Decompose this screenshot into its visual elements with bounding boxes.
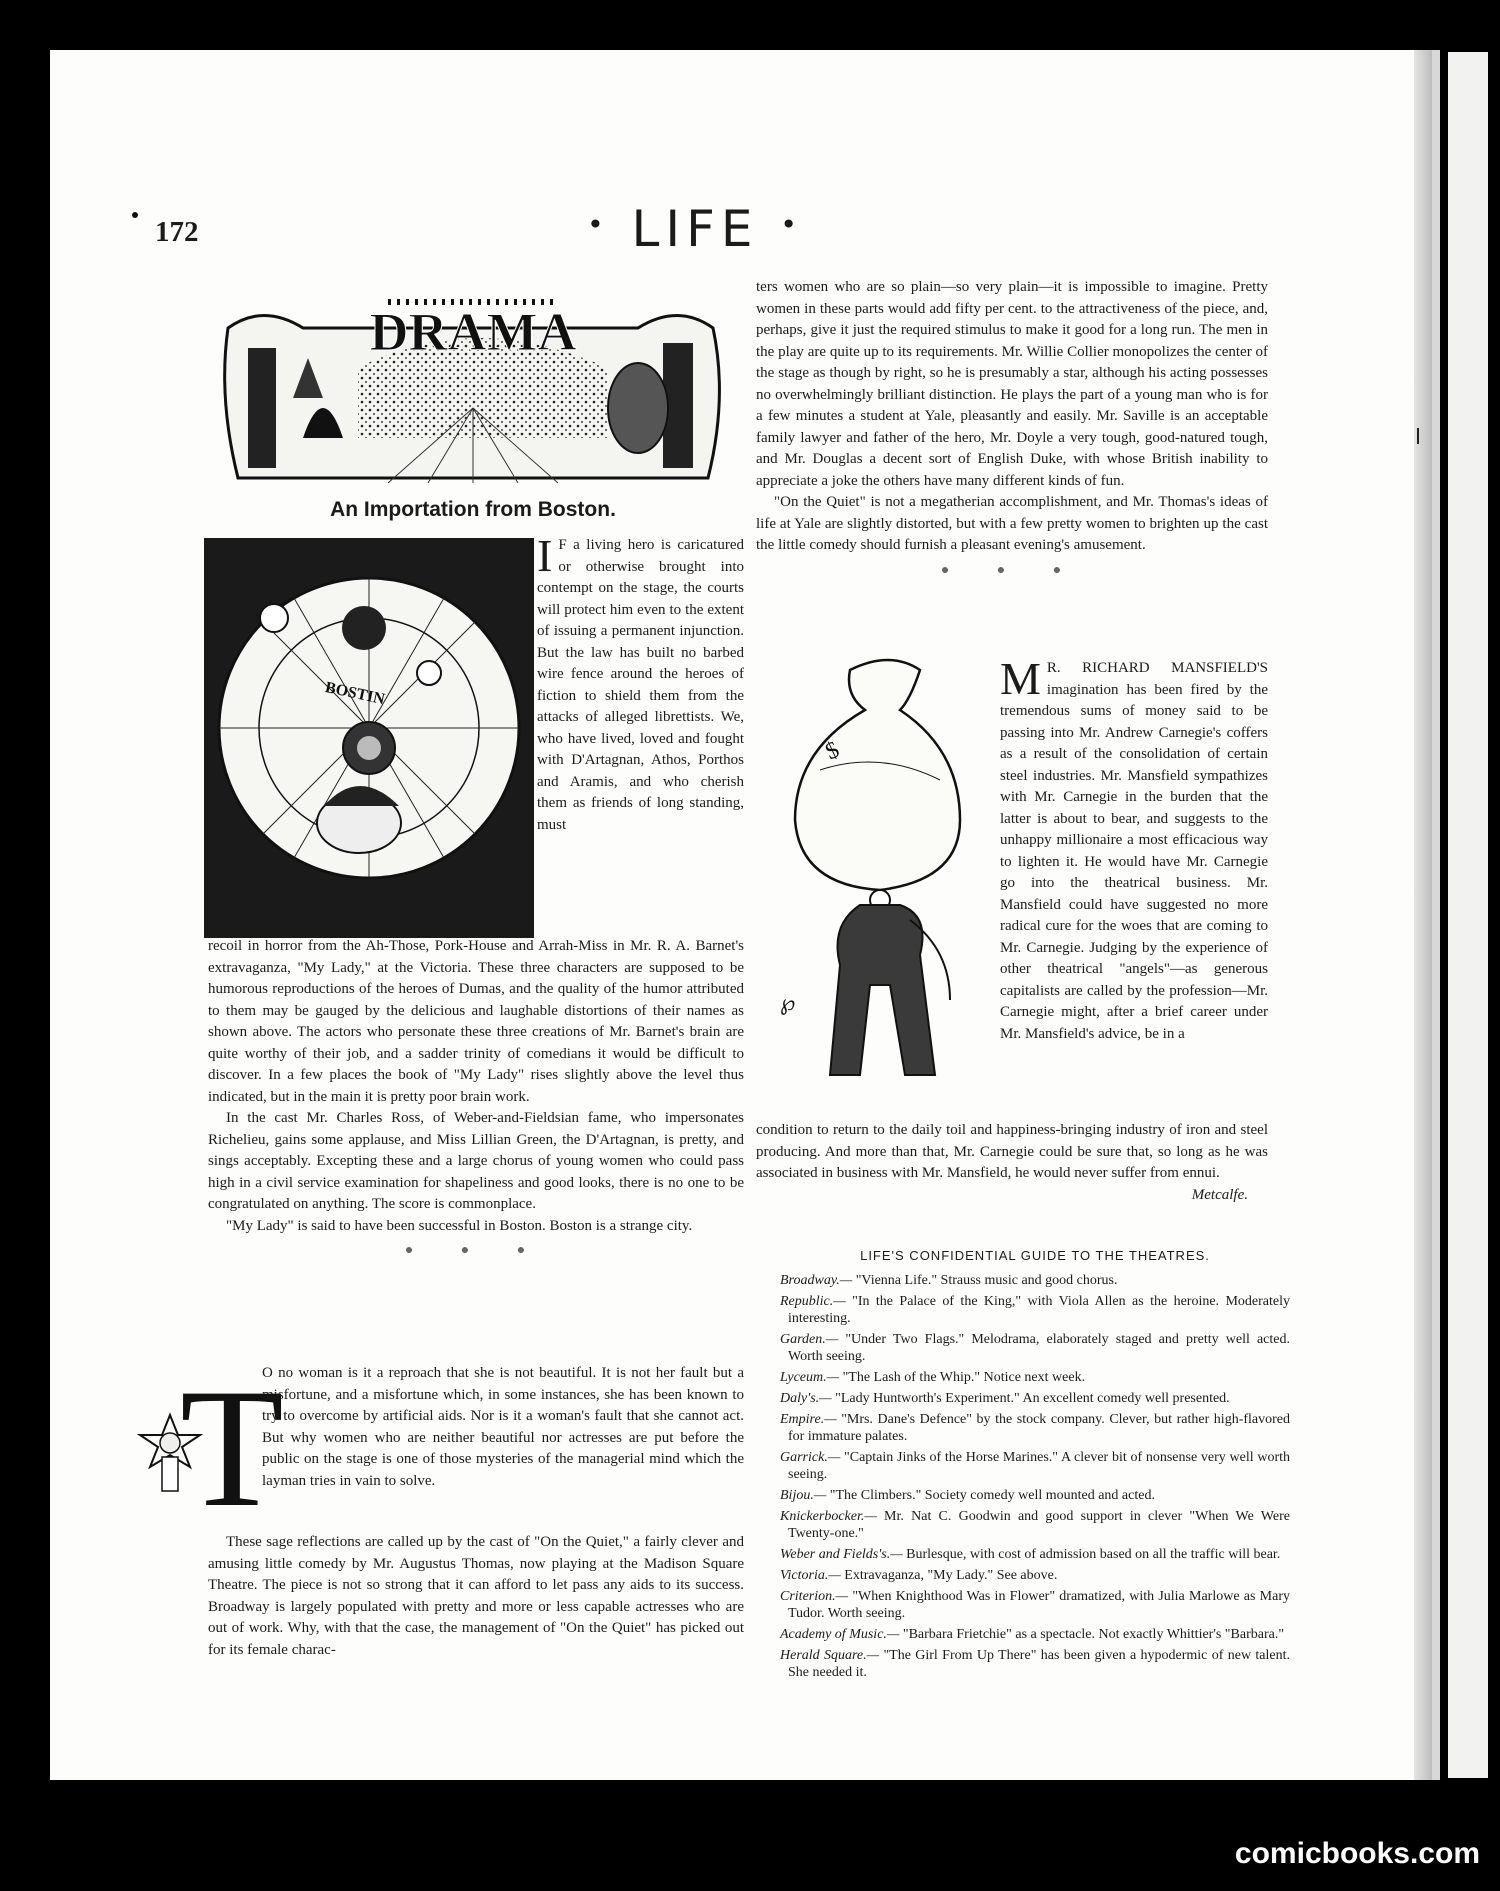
next-page-sliver [1448, 52, 1488, 1778]
article-boston-intro [537, 530, 744, 836]
svg-text:$: $ [821, 736, 844, 766]
theatre-venue: Empire.— [780, 1412, 837, 1427]
drop-cap-t: T [180, 1354, 284, 1542]
theatre-venue: Knickerbocker.— [780, 1509, 877, 1524]
drama-banner-word: DRAMA [369, 302, 577, 362]
theatre-review: "When Knighthood Was in Flower" dramatized, with Julia Marlowe as Mary Tudor. Worth seeing. [788, 1589, 1290, 1621]
article-mansfield-body [756, 1120, 1268, 1206]
theatre-venue: Daly's.— [780, 1391, 832, 1406]
article-quiet-paragraph-2: These sage reflections are called up by the cast of "On the Quiet," a fairly clever and amusing little comedy by Mr. Augustus Thomas, now playing at the Madison Square Theatre. The piece is not so strong that it can afford to let pass any aids to its success. Broadway is largely populated with pretty and more or less capable actresses who are out of work. Why, with that the case, the management of "On the Quiet" has picked out for its female charac- [208, 1534, 744, 1658]
theatre-venue: Academy of Music.— [780, 1627, 900, 1642]
masthead-title: LIFE [631, 200, 759, 258]
theatre-venue: Bijou.— [780, 1488, 827, 1503]
theatre-guide-entry [780, 1626, 1290, 1643]
article-quiet-paragraph-3: "On the Quiet" is not a megatherian accomplishment, and Mr. Thomas's ideas of life at Yale are slightly distorted, but with a few pretty women to brighten up the cast the little comedy should furnish a pleasant evening's amusement. [756, 494, 1268, 553]
theatre-venue: Weber and Fields's.— [780, 1547, 903, 1562]
article-boston-paragraph-3: "My Lady" is said to have been successful in Boston. Boston is a strange city. [226, 1217, 693, 1234]
ink-mark [1417, 428, 1419, 444]
theatre-guide-entry [780, 1449, 1290, 1483]
drop-cap-i: I [537, 530, 553, 581]
article-mansfield-paragraph [1000, 653, 1268, 1045]
theatre-guide-entry [780, 1647, 1290, 1681]
drop-cap-t-illustration [140, 1354, 284, 1542]
article-quiet-continued: ters women who are so plain—so very plain—it is impossible to imagine. Pretty women in these parts would add fifty per cent. to the attractiveness of the piece, and, perhaps, give it just the required stimulus to make it good for a long run. The men in the play are quite up to its requirements. Mr. Willie Collier monopolizes the center of the stage as though by right, so he is presumably a star, although his acting possesses no overwhelmingly brilliant distinction. He plays the part of a young man who is for a few minutes a student at Yale, pleasantly and easily. Mr. Saville is an acceptable family lawyer and father of the hero, Mr. Doyle a very tough, good-natured tough, and Mr. Douglas a decent sort of English Duke, with whose British inability to appreciate a joke the others have many different kinds of fun. [756, 279, 1268, 489]
theatre-review: "In the Palace of the King," with Viola Allen as the heroine. Moderately interesting. [788, 1294, 1290, 1326]
article-boston-paragraph-2: In the cast Mr. Charles Ross, of Weber-and-Fieldsian fame, who impersonates Richelieu, gains some applause, and Miss Lillian Green, the D'Artagnan, is pretty, and sings acceptably. Excepting these and a large chorus of young women who could pass high in a civil service examination for shapeliness and good looks, there is no one to be congratulated on anything. The score is commonplace. [208, 1110, 744, 1212]
theatre-review: Extravaganza, "My Lady." See above. [844, 1568, 1058, 1583]
section-divider-dots: ● ● ● [404, 1243, 548, 1258]
theatre-guide [780, 1247, 1290, 1685]
theatre-venue: Garden.— [780, 1332, 839, 1347]
article-quiet-paragraph-1: O no woman is it a reproach that she is not beautiful. It is not her fault but a misfortune, and a misfortune which, in some instances, she has been known to try to overcome by artificial aids. Nor is it a woman's fault that she cannot act. But why women who are neither beautiful nor actresses are put before the public on the stage is one of those mysteries of the managerial mind which the layman tries in vain to solve. [262, 1365, 744, 1489]
theatre-review: "Under Two Flags." Melodrama, elaborately staged and pretty well acted. Worth seeing. [788, 1332, 1290, 1364]
theatre-guide-entry [780, 1487, 1290, 1504]
page-number: 172 [155, 216, 199, 248]
theatre-venue: Criterion.— [780, 1589, 849, 1604]
zodiac-wheel-illustration [204, 538, 534, 938]
theatre-review: "Lady Huntworth's Experiment." An excellent comedy well presented. [835, 1391, 1230, 1406]
article-boston-body [208, 936, 744, 1265]
page-edge [1414, 50, 1432, 1780]
article-mansfield-intro-text: R. RICHARD MANSFIELD'S imagination has been fired by the tremendous sums of money said to be passing into Mr. Andrew Carnegie's coffers as a result of the consolidation of certain steel industries. Mr. Mansfield sympathizes with Mr. Carnegie in the burden that the latter is about to bear, and suggests to the unhappy millionaire a most efficacious way to lighten it. He would have Mr. Carnegie go into the theatrical business. Mr. Mansfield could have suggested no more radical cure for the woes that are coming to Mr. Carnegie. Judging by the experience of other theatrical "angels"—as generous capitalists are called by the profession—Mr. Carnegie might, after a brief career under Mr. Mansfield's advice, be in a [1000, 660, 1268, 1042]
theatre-review: "Mrs. Dane's Defence" by the stock company. Clever, but rather high-flavored for immature palates. [788, 1412, 1290, 1444]
theatre-review: "The Climbers." Society comedy well mounted and acted. [829, 1488, 1155, 1503]
drama-banner-illustration [208, 288, 738, 488]
article-quiet-intro [262, 1363, 744, 1492]
theatre-guide-entry [780, 1390, 1290, 1407]
theatre-venue: Lyceum.— [780, 1370, 840, 1385]
theatre-guide-entry [780, 1293, 1290, 1327]
theatre-review: Burlesque, with cost of admission based on all the traffic will bear. [906, 1547, 1281, 1562]
article-mansfield-conclusion [756, 1120, 1268, 1203]
article-mansfield-intro [1000, 653, 1268, 1045]
article-mansfield-conclusion-text: condition to return to the daily toil and happiness-bringing industry of iron and steel producing. And more than that, Mr. Carnegie could be sure that, so long as he was associated in business with Mr. Mansfield, he would never suffer from ennui. [756, 1122, 1268, 1181]
theatre-guide-entry [780, 1546, 1290, 1563]
theatre-guide-entry [780, 1588, 1290, 1622]
theatre-guide-entry [780, 1508, 1290, 1542]
article-quiet-body [208, 1532, 744, 1661]
right-column [756, 277, 1268, 585]
theatre-review: Mr. Nat C. Goodwin and good support in clever "When We Were Twenty-one." [788, 1509, 1290, 1541]
svg-text:℘: ℘ [780, 990, 796, 1015]
masthead-dot-right: • [780, 208, 803, 241]
theatre-venue: Broadway.— [780, 1273, 853, 1288]
theatre-guide-entries [780, 1272, 1290, 1681]
masthead-dot-left: • [587, 208, 610, 241]
theatre-review: "The Girl From Up There" has been given a hypodermic of new talent. She needed it. [788, 1648, 1290, 1680]
site-watermark: comicbooks.com [1234, 1837, 1480, 1870]
theatre-review: "Vienna Life." Strauss music and good chorus. [855, 1273, 1118, 1288]
masthead [0, 200, 1390, 258]
theatre-venue: Garrick.— [780, 1450, 841, 1465]
theatre-guide-entry [780, 1331, 1290, 1365]
theatre-guide-entry [780, 1411, 1290, 1445]
theatre-guide-entry [780, 1369, 1290, 1386]
theatre-venue: Victoria.— [780, 1568, 841, 1583]
theatre-review: "Barbara Frietchie" as a spectacle. Not exactly Whittier's "Barbara." [902, 1627, 1285, 1642]
theatre-guide-entry [780, 1567, 1290, 1584]
theatre-venue: Republic.— [780, 1294, 846, 1309]
money-bag-carrier-illustration [760, 650, 1026, 1095]
article-boston-paragraph-1: recoil in horror from the Ah-Those, Pork-House and Arrah-Miss in Mr. R. A. Barnet's extravaganza, "My Lady," at the Victoria. These three characters are supposed to be humorous reproductions of the heroes of Dumas, and the quality of the humor attributed to them may be gauged by the delicious and laughable distortions of their names as shown above. The actors who personate these three creations of Mr. Barnet's brain are quite worthy of their job, and a sadder trinity of comedians it would be difficult to discover. In a few places the book of "My Lady" rises slightly above the level thus indicated, but in the main it is pretty poor brain work. [208, 938, 744, 1105]
wheel-label: BOSTIN [323, 678, 387, 709]
theatre-venue: Herald Square.— [780, 1648, 880, 1663]
article-title: An Importation from Boston. [330, 498, 616, 521]
article-boston-paragraph [537, 530, 744, 836]
theatre-review: "Captain Jinks of the Horse Marines." A clever bit of nonsense very well worth seeing. [788, 1450, 1290, 1482]
drop-cap-m: M [1000, 653, 1041, 704]
theatre-guide-title: LIFE'S CONFIDENTIAL GUIDE TO THE THEATRES. [860, 1248, 1210, 1263]
article-boston-intro-text: F a living hero is caricatured or otherwise brought into contempt on the stage, the courts will protect him even to the extent of issuing a permanent injunction. But the law has built no barbed wire fence around the heroes of fiction to shield them from the attacks of alleged librettists. We, who have lived, loved and fought with D'Artagnan, Athos, Porthos and Aramis, and who cherish them as friends of long standing, must [537, 537, 744, 833]
section-divider-dots-2: ● ● ● [940, 562, 1084, 578]
author-signature: Metcalfe. [1191, 1186, 1248, 1203]
theatre-guide-entry [780, 1272, 1290, 1289]
theatre-review: "The Lash of the Whip." Notice next week. [842, 1370, 1086, 1385]
